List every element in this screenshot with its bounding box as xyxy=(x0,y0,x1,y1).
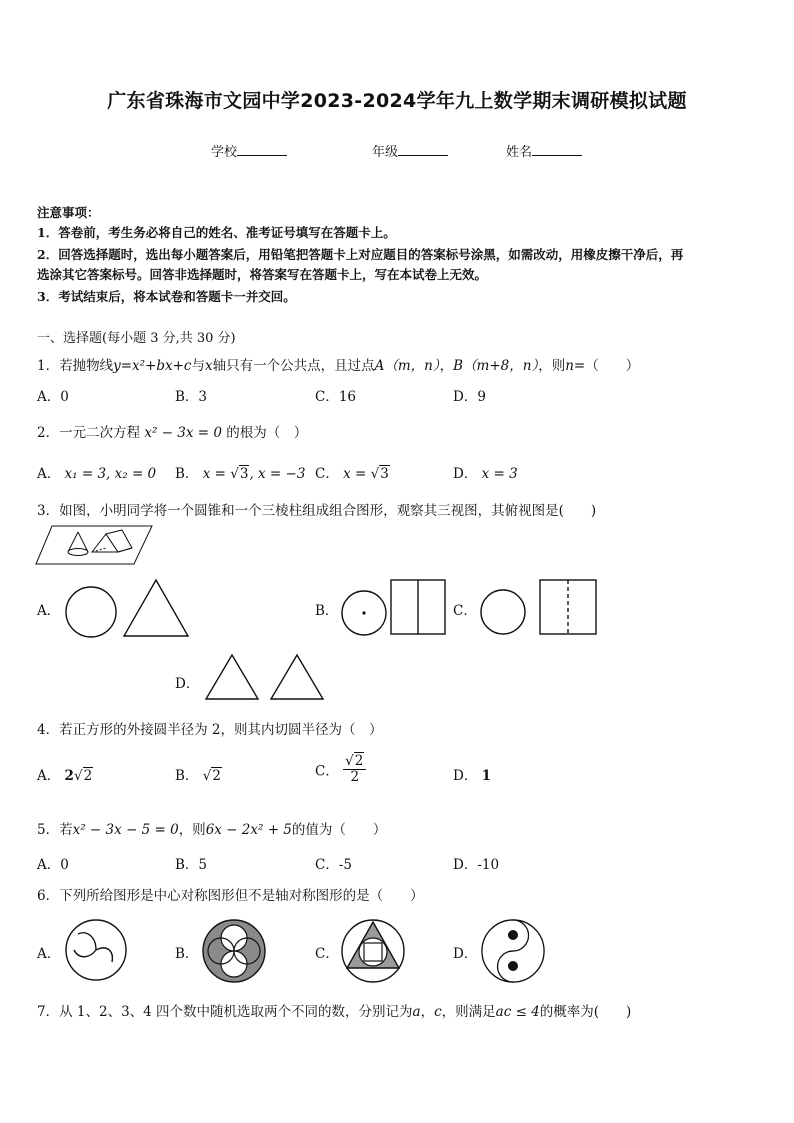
q1-option-c: C．16 xyxy=(315,389,357,405)
q3-option-b-figure xyxy=(338,578,448,638)
name-label: 姓名 xyxy=(506,145,533,160)
q3-option-b-label: B． xyxy=(315,603,339,619)
school-blank xyxy=(237,143,287,156)
notes-heading: 注意事项： xyxy=(37,205,100,220)
school-field xyxy=(211,141,287,160)
section-heading: 一、选择题(每小题 3 分,共 30 分) xyxy=(37,331,236,346)
q5-option-a: A．0 xyxy=(37,857,69,873)
q2-option-c: C． x = √3 xyxy=(315,466,389,482)
q3-option-d-figure xyxy=(205,652,340,702)
q6-option-b-figure xyxy=(201,918,267,984)
note-item: 2．回答选择题时，选出每小题答案后，用铅笔把答题卡上对应题目的答案标号涂黑，如需改动，用橡皮擦干净后，再 xyxy=(37,247,684,262)
q3-solid-figure xyxy=(34,522,154,568)
q6-option-d-label: D． xyxy=(453,946,478,962)
grade-field xyxy=(372,141,448,160)
fraction: $\frac{√2}{2}$ xyxy=(343,754,366,785)
school-label: 学校 xyxy=(211,145,238,160)
grade-blank xyxy=(398,143,448,156)
exam-title: 广东省珠海市文园中学2023-2024学年九上数学期末调研模拟试题 xyxy=(107,90,687,112)
question-3: 3．如图，小明同学将一个圆锥和一个三棱柱组成组合图形，观察其三视图，其俯视图是( ) xyxy=(37,503,597,519)
q5-option-d: D．-10 xyxy=(453,857,500,873)
q4-option-d: D． 1 xyxy=(453,768,492,784)
q3-option-c-figure xyxy=(478,578,600,638)
name-field xyxy=(506,141,582,160)
q5-option-c: C．-5 xyxy=(315,857,352,873)
note-item: 选涂其它答案标号。回答非选择题时，将答案写在答题卡上，写在本试卷上无效。 xyxy=(37,267,488,282)
q1-option-b: B．3 xyxy=(175,389,208,405)
question-7: 7．从 1、2、3、4 四个数中随机选取两个不同的数，分别记为a，c，则满足ac ≤ 4的概率为( ) xyxy=(37,1004,632,1020)
q4-option-b: B． √2 xyxy=(175,768,221,784)
q6-option-c-label: C． xyxy=(315,946,339,962)
q3-option-c-label: C． xyxy=(453,603,477,619)
q6-option-b-label: B． xyxy=(175,946,199,962)
note-item: 1．答卷前，考生务必将自己的姓名、准考证号填写在答题卡上。 xyxy=(37,225,396,240)
q6-option-a-figure xyxy=(64,918,128,982)
q3-option-a-figure xyxy=(64,578,194,638)
note-item: 3．考试结束后，将本试卷和答题卡一并交回。 xyxy=(37,289,296,304)
q2-option-d: D． x = 3 xyxy=(453,466,518,482)
q1-option-a: A．0 xyxy=(37,389,69,405)
q4-option-c: C． $\frac{√2}{2}$ xyxy=(315,754,366,785)
question-5: 5．若x² − 3x − 5 = 0，则6x − 2x² + 5的值为（ ） xyxy=(37,822,387,838)
q2-option-a: A． x₁ = 3, x₂ = 0 xyxy=(37,466,157,482)
name-blank xyxy=(532,143,582,156)
question-1: 1．若抛物线y=x²+bx+c与x轴只有一个公共点，且过点A（m，n），B（m+8，n），则n=（ ） xyxy=(37,358,640,374)
q6-option-a-label: A． xyxy=(37,946,61,962)
q5-option-b: B．5 xyxy=(175,857,208,873)
q2-option-b: B． x = √3, x = −3 xyxy=(175,466,306,482)
grade-label: 年级 xyxy=(372,145,399,160)
question-6: 6．下列所给图形是中心对称图形但不是轴对称图形的是（ ） xyxy=(37,888,424,904)
q3-option-d-label: D． xyxy=(175,676,200,692)
q4-option-a: A． 2√2 xyxy=(37,768,93,784)
question-4: 4．若正方形的外接圆半径为 2，则其内切圆半径为（ ） xyxy=(37,722,383,738)
q6-option-c-figure xyxy=(340,918,406,984)
q6-option-d-figure xyxy=(480,918,546,984)
q1-option-d: D．9 xyxy=(453,389,486,405)
question-2: 2．一元二次方程 x² − 3x = 0 的根为（ ） xyxy=(37,425,308,441)
q3-option-a-label: A． xyxy=(37,603,61,619)
